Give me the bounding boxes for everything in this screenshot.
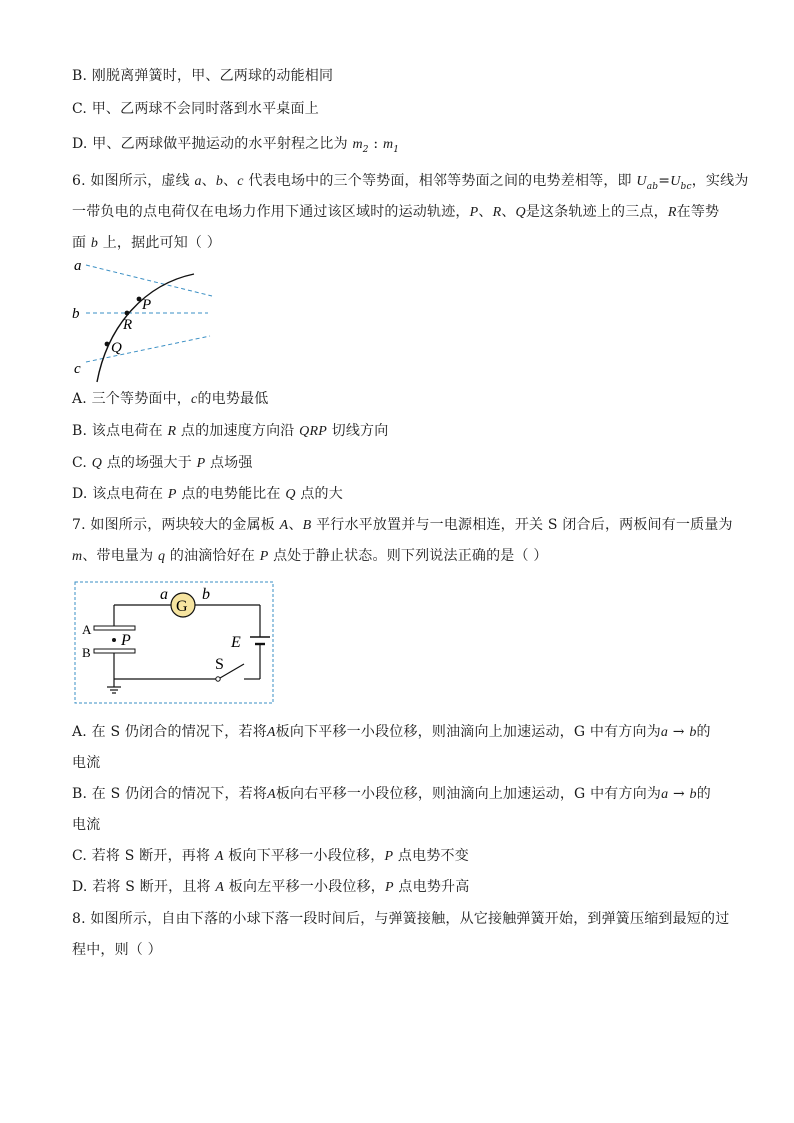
q7-option-a-line-1: A. 在 S 仍闭合的情况下，若将A板向下平移一小段位移，则油滴向上加速运动，G 中有方向为a → b的: [72, 724, 711, 740]
label-a: a: [74, 258, 82, 274]
point-q-dot: [105, 342, 110, 347]
q6-option-d: D. 该点电荷在 P 点的电势能比在 Q 点的大: [72, 486, 343, 502]
q7-option-b-line-2: 电流: [72, 817, 101, 833]
q7-stem-line-1: 7. 如图所示，两块较大的金属板 A、B 平行水平放置并与一电源相连，开关 S 闭合后，两板间有一质量为: [72, 517, 733, 533]
q8-stem-line-2: 程中，则（ ）: [72, 942, 162, 958]
label-b: b: [72, 306, 80, 322]
equipotential-c-line: [86, 336, 210, 362]
q7-stem-line-2: m、带电量为 q 的油滴恰好在 P 点处于静止状态。则下列说法正确的是（ ）: [72, 548, 548, 564]
q7-circuit-figure: [74, 581, 274, 705]
label-p: P: [121, 632, 131, 649]
label-b: b: [202, 586, 210, 603]
label-c: c: [74, 361, 81, 377]
q6-stem-line-2: 一带负电的点电荷仅在电场力作用下通过该区域时的运动轨迹，P、R、Q是这条轨迹上的三点，R在等势: [72, 204, 720, 220]
plate-b: [94, 649, 135, 653]
q5-option-d: D. 甲、乙两球做平抛运动的水平射程之比为 $m_2$ : $m_1$: [72, 136, 400, 155]
trajectory-curve: [97, 274, 194, 382]
galvanometer-label: G: [176, 598, 188, 615]
point-r-dot: [125, 311, 130, 316]
q7-option-d: D. 若将 S 断开，且将 A 板向左平移一小段位移，P 点电势升高: [72, 879, 470, 895]
q6-stem-line-3: 面 b 上，据此可知（ ）: [72, 235, 221, 251]
label-r: R: [123, 317, 133, 333]
label-p: P: [142, 297, 152, 313]
plate-a: [94, 626, 135, 630]
q8-stem-line-1: 8. 如图所示，自由下落的小球下落一段时间后，与弹簧接触，从它接触弹簧开始，到弹簧压缩到最短的过: [72, 911, 730, 927]
switch-contact: [216, 677, 220, 681]
plate-b-label: B: [82, 645, 91, 660]
equipotential-a-line: [86, 265, 212, 296]
q6-option-a: A. 三个等势面中，c的电势最低: [72, 391, 269, 407]
q6-option-b: B. 该点电荷在 R 点的加速度方向沿 QRP 切线方向: [72, 423, 389, 439]
point-p-dot: [137, 297, 142, 302]
switch-label: S: [215, 656, 224, 673]
label-q: Q: [111, 340, 122, 356]
q7-option-b-line-1: B. 在 S 仍闭合的情况下，若将A板向右平移一小段位移，则油滴向上加速运动，G 中有方向为a → b的: [72, 786, 711, 802]
q7-option-c: C. 若将 S 断开，再将 A 板向下平移一小段位移，P 点电势不变: [72, 848, 469, 864]
oil-drop-p: [112, 638, 116, 642]
q5-option-c: C. 甲、乙两球不会同时落到水平桌面上: [72, 101, 319, 117]
q7-option-a-line-2: 电流: [72, 755, 101, 771]
q5-option-b: B. 刚脱离弹簧时，甲、乙两球的动能相同: [72, 68, 334, 84]
q6-option-c: C. Q 点的场强大于 P 点场强: [72, 455, 253, 471]
label-a: a: [160, 586, 168, 603]
plate-a-label: A: [82, 622, 92, 637]
q6-stem-line-1: 6. 如图所示，虚线 a、b、c 代表电场中的三个等势面，相邻等势面之间的电势差相等，即 $U_{ab}=U_{bc}$，实线为: [72, 173, 749, 192]
battery-label: E: [231, 634, 241, 651]
q6-equipotential-figure: [66, 254, 216, 384]
